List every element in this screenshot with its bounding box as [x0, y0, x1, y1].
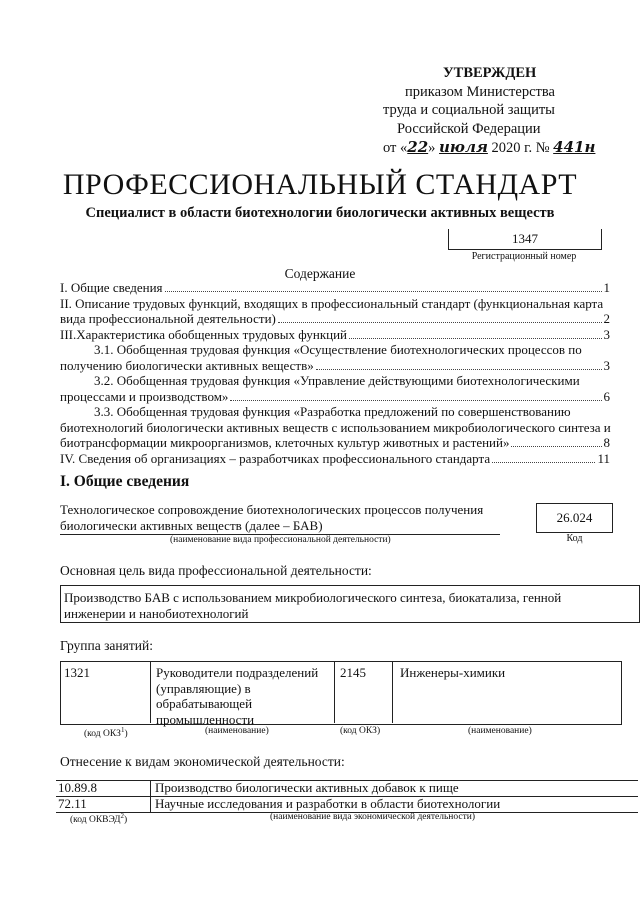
toc-item-iii[interactable] — [60, 327, 610, 343]
approval-block — [383, 64, 623, 158]
eco-code: 72.11 — [56, 797, 151, 812]
toc-item-ii-page: 2 — [603, 311, 610, 326]
divider — [150, 661, 151, 723]
activity-name — [60, 502, 500, 534]
goal-text — [64, 590, 624, 622]
toc-item-3-3-line1: 3.3. Обобщенная трудовая функция «Разработка предложений по совершенствованию — [94, 404, 571, 419]
footnote-mark: 1 — [120, 726, 125, 734]
group-label: Группа занятий: — [60, 638, 153, 653]
activity-code: 26.024 — [556, 510, 593, 525]
divider — [392, 661, 393, 723]
footnote-mark: 2 — [120, 812, 124, 820]
eco-table — [56, 780, 638, 813]
toc-leader — [511, 446, 601, 447]
caption-text: (код ОКЗ — [84, 729, 121, 740]
page-subtitle: Специалист в области биотехнологии биологически активных веществ — [85, 205, 555, 221]
eco-label: Отнесение к видам экономической деятельности: — [60, 754, 345, 769]
date-prefix: от « — [383, 140, 408, 156]
activity-code-caption: Код — [566, 533, 583, 544]
activity-caption: (наименование вида профессиональной деятельности) — [170, 535, 391, 545]
toc-item-3-2-line2: процессами и производством» — [60, 388, 229, 404]
order-number: 441н — [553, 138, 596, 156]
date-day: 22 — [407, 138, 429, 156]
goal-line-1: Производство БАВ с использованием микробиологического синтеза, биокатализа, генной — [64, 590, 562, 605]
divider — [334, 661, 335, 723]
group-code-1: 1321 — [64, 665, 90, 680]
group-name-1-line: промышленности — [156, 711, 255, 727]
toc-item-3-1-line1: 3.1. Обобщенная трудовая функция «Осуществление биотехнологических процессов по — [94, 342, 582, 357]
toc-leader — [230, 400, 601, 401]
eco-name-caption: (наименование вида экономической деятельности) — [270, 812, 475, 822]
toc-item-ii-line1: II. Описание трудовых функций, входящих в профессиональный стандарт (функциональная карта — [60, 295, 604, 311]
toc-leader — [316, 369, 602, 370]
section-heading: I. Общие сведения — [60, 473, 190, 490]
group-name-1 — [156, 665, 332, 727]
group-code-caption-2: (код ОКЗ) — [340, 726, 381, 736]
toc-item-3-2-page: 6 — [603, 388, 610, 404]
activity-code-box — [536, 503, 613, 533]
date-mid: » — [428, 140, 440, 156]
group-name-caption-1: (наименование) — [205, 726, 269, 736]
registration-number-box — [448, 229, 602, 250]
toc-item-3-1[interactable] — [60, 342, 610, 373]
registration-number: 1347 — [512, 231, 538, 246]
date-year: 2020 г. № — [487, 140, 554, 156]
toc-leader — [349, 338, 601, 339]
eco-name: Научные исследования и разработки в области биотехнологии — [155, 796, 501, 811]
toc-item-3-3-page: 8 — [603, 435, 610, 450]
date-month: июля — [439, 138, 488, 156]
approval-line-1: приказом Министерства — [405, 83, 555, 100]
approval-heading: УТВЕРЖДЕН — [443, 65, 537, 81]
group-name-caption-2: (наименование) — [468, 726, 532, 736]
group-name-1-line: (управляющие) в — [156, 680, 251, 696]
toc-item-i-page: 1 — [603, 280, 610, 295]
caption-text: ) — [123, 815, 128, 826]
group-code-caption-1 — [84, 726, 128, 739]
toc-item-iii-page: 3 — [603, 326, 610, 342]
eco-code: 10.89.8 — [56, 781, 151, 796]
toc-item-ii-line2: вида профессиональной деятельности) — [60, 311, 276, 326]
approval-line-3: Российской Федерации — [397, 120, 541, 137]
approval-line-2: труда и социальной защиты — [383, 102, 555, 118]
activity-line-1: Технологическое сопровождение биотехнологических процессов получения — [60, 502, 484, 517]
toc-item-i-label: I. Общие сведения — [60, 280, 163, 295]
caption-text: (код ОКВЭД — [70, 815, 121, 826]
table-of-contents — [60, 280, 610, 466]
group-name-1-line: обрабатывающей — [156, 696, 253, 711]
caption-text: ) — [124, 729, 128, 740]
toc-item-ii[interactable] — [60, 296, 610, 327]
toc-leader — [165, 291, 602, 292]
toc-item-iv-label: IV. Сведения об организациях – разработчиках профессионального стандарта — [60, 450, 491, 466]
toc-item-3-1-line2: получению биологически активных веществ» — [60, 357, 314, 373]
toc-item-i[interactable] — [60, 280, 610, 296]
table-row — [56, 797, 638, 813]
table-row — [56, 780, 638, 797]
toc-item-iv-page: 11 — [597, 450, 610, 466]
toc-item-3-2[interactable] — [60, 373, 610, 404]
group-name-2: Инженеры-химики — [400, 665, 506, 680]
goal-label: Основная цель вида профессиональной деятельности: — [60, 563, 372, 578]
page-title: ПРОФЕССИОНАЛЬНЫЙ СТАНДАРТ — [62, 168, 578, 201]
toc-item-3-1-page: 3 — [603, 357, 610, 373]
toc-leader — [492, 462, 595, 463]
toc-item-iv[interactable] — [60, 451, 610, 467]
toc-item-3-3-line3: биотрансформации микроорганизмов, клеточных культур животных и растений» — [60, 435, 510, 450]
approval-date-line — [383, 138, 623, 158]
toc-item-3-2-line1: 3.2. Обобщенная трудовая функция «Управление действующими биотехнологическими — [94, 373, 580, 388]
toc-heading: Содержание — [284, 266, 356, 281]
eco-code-caption — [70, 812, 127, 825]
toc-item-3-3[interactable] — [60, 404, 610, 451]
goal-line-2: инженерии и нанобиотехнологий — [64, 606, 249, 621]
group-name-1-line: Руководители подразделений — [156, 665, 319, 680]
activity-line-2: биологически активных веществ (далее – БАВ) — [60, 518, 323, 533]
eco-name: Производство биологически активных добавок к пище — [155, 780, 459, 795]
group-code-2: 2145 — [340, 665, 366, 680]
registration-caption: Регистрационный номер — [471, 251, 577, 262]
toc-item-3-3-line2: биотехнологий биологически активных веществ с использованием микробиологического синтеза и — [60, 419, 611, 435]
toc-leader — [278, 322, 602, 323]
toc-item-iii-label: III.Характеристика обобщенных трудовых функций — [60, 326, 348, 342]
